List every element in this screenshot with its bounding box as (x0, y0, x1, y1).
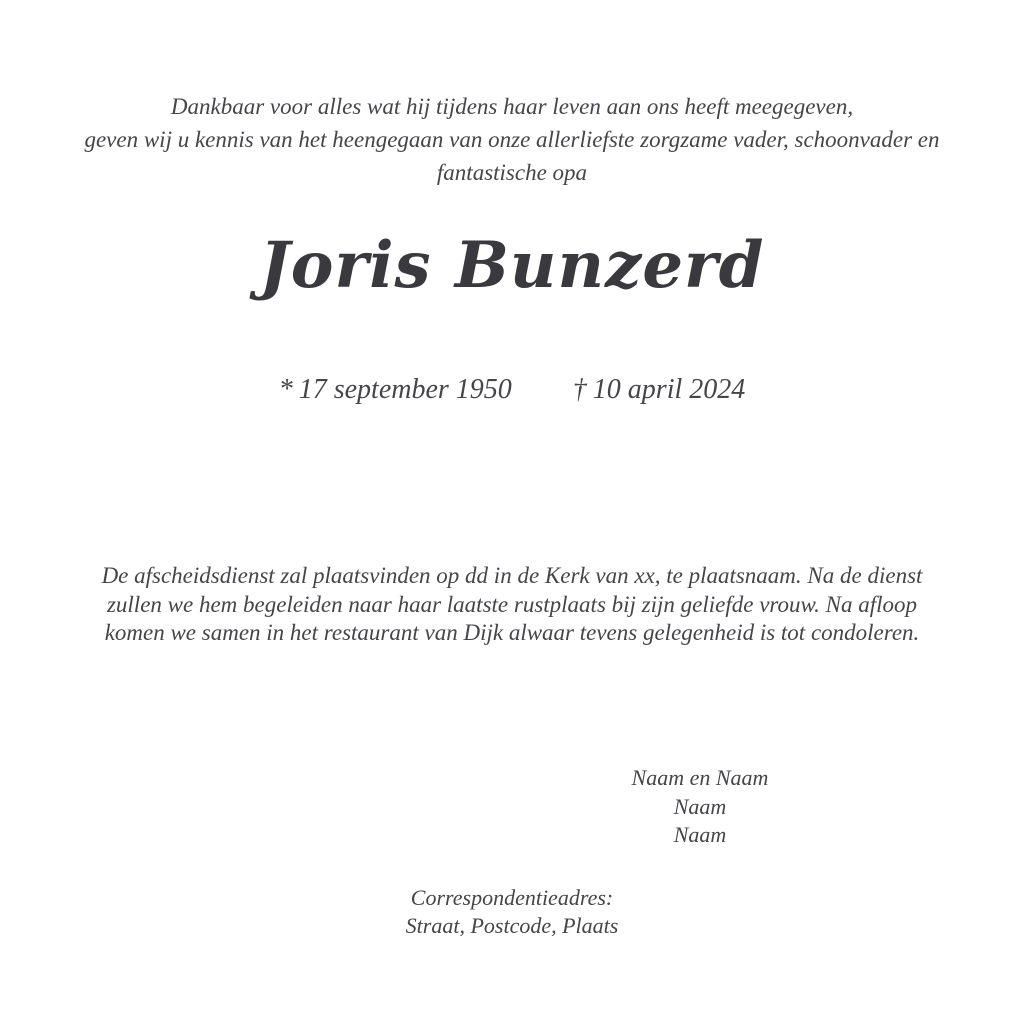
family-name-line: Naam en Naam (631, 765, 769, 790)
intro-line: geven wij u kennis van het heengegaan van onze allerliefste zorgzame vader, schoonvader en (84, 127, 940, 152)
birth-star-symbol: * (278, 374, 293, 405)
birth-date-text: 17 september 1950 (298, 374, 512, 405)
intro-line: fantastische opa (436, 160, 588, 185)
family-name-line: Naam (673, 822, 727, 847)
intro-line: Dankbaar voor alles wat hij tijdens haar leven aan ons heeft meegegeven, (170, 94, 854, 119)
correspondence-label: Correspondentieadres: (410, 885, 614, 910)
intro-text (0, 90, 1024, 189)
service-line: De afscheidsdienst zal plaatsvinden op dd in de Kerk van xx, te plaatsnaam. Na de dienst (101, 563, 923, 588)
death-date (573, 372, 745, 408)
family-names (550, 764, 850, 850)
death-date-text: 10 april 2024 (592, 374, 746, 405)
service-announcement (0, 562, 1024, 648)
correspondence-address (0, 884, 1024, 940)
family-name-line: Naam (673, 793, 727, 819)
service-line: zullen we hem begeleiden naar haar laatste rustplaats bij zijn geliefde vrouw. Na afloop (106, 591, 918, 617)
death-dagger-symbol: † (572, 374, 587, 405)
life-dates (0, 372, 1024, 408)
birth-date (279, 372, 512, 408)
correspondence-address-line: Straat, Postcode, Plaats (405, 913, 619, 938)
service-line: komen we samen in het restaurant van Dijk alwaar tevens gelegenheid is tot condoleren. (104, 620, 920, 645)
deceased-name: Joris Bunzerd (259, 228, 765, 303)
